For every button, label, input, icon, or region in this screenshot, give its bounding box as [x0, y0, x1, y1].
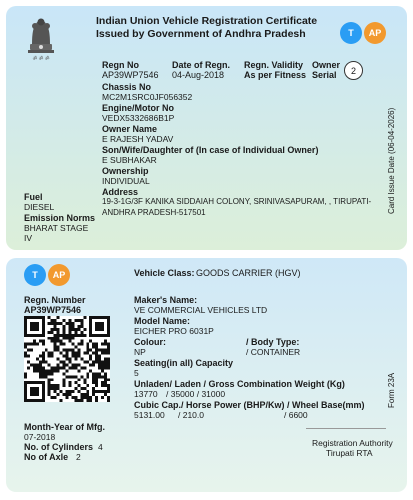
chassis-label: Chassis No	[102, 82, 152, 92]
weight-unladen: 13770	[134, 389, 158, 399]
date-regn-value: 04-Aug-2018	[172, 70, 225, 80]
axle-label: No of Axle	[24, 452, 69, 462]
body-type-value: / CONTAINER	[246, 347, 301, 357]
authority-line1: Registration Authority	[312, 438, 393, 448]
card-issue-date: Card Issue Date (06-04-2026)	[387, 107, 396, 214]
emission-label: Emission Norms	[24, 213, 96, 223]
emission-value-line2: IV	[24, 233, 33, 243]
validity-label: Regn. Validity	[244, 60, 304, 70]
rc-card-back	[6, 258, 407, 492]
mfg-label: Month-Year of Mfg.	[24, 422, 105, 432]
telangana-badge: T	[340, 22, 362, 44]
cubic-label: Cubic Cap./ Horse Power (BHP/Kw) / Wheel Base(mm)	[134, 400, 365, 410]
horse-power-value: / 210.0	[178, 410, 204, 420]
address-line1: 19-3-1G/3F KANIKA SIDDAIAH COLONY, SRINIVASAPURAM, , TIRUPATI-	[102, 197, 372, 206]
owner-serial-value: 2	[344, 61, 363, 80]
authority-line2: Tirupati RTA	[326, 448, 373, 458]
relation-value: E SUBHAKAR	[102, 155, 157, 165]
address-line2: ANDHRA PRADESH-517501	[102, 208, 206, 217]
regn-number-value: AP39WP7546	[24, 305, 82, 315]
seating-label: Seating(in all) Capacity	[134, 358, 234, 368]
emission-value-line1: BHARAT STAGE	[24, 223, 89, 233]
owner-serial-label2: Serial	[312, 70, 337, 80]
owner-serial-label: Owner	[312, 60, 341, 70]
weight-label: Unladen/ Laden / Gross Combination Weight (Kg)	[134, 379, 345, 389]
seating-value: 5	[134, 368, 139, 378]
engine-value: VEDX5332686B1P	[102, 113, 175, 123]
model-label: Model Name:	[134, 316, 191, 326]
qr-code	[24, 316, 110, 402]
svg-text:ॐ ॐ ॐ: ॐ ॐ ॐ	[32, 56, 50, 62]
regn-no-label: Regn No	[102, 60, 139, 70]
vehicle-class-label: Vehicle Class:	[134, 268, 195, 278]
colour-label: Colour:	[134, 337, 166, 347]
rc-card-front	[6, 6, 407, 250]
owner-name-label: Owner Name	[102, 124, 158, 134]
model-value: EICHER PRO 6031P	[134, 326, 214, 336]
ownership-value: INDIVIDUAL	[102, 176, 150, 186]
maker-label: Maker's Name:	[134, 295, 198, 305]
validity-value: As per Fitness	[244, 70, 307, 80]
ap-badge-back: AP	[48, 264, 70, 286]
cylinders-value: 4	[98, 442, 103, 452]
regn-number-label: Regn. Number	[24, 295, 86, 305]
weight-laden-gross: / 35000 / 31000	[166, 389, 226, 399]
cubic-value: 5131.00	[134, 410, 165, 420]
mfg-value: 07-2018	[24, 432, 56, 442]
chassis-value: MC2M1SRC0JF056352	[102, 92, 193, 102]
maker-value: VE COMMERCIAL VEHICLES LTD	[134, 305, 268, 315]
cylinders-label: No. of Cylinders	[24, 442, 94, 452]
colour-value: NP	[134, 347, 146, 357]
owner-name-value: E RAJESH YADAV	[102, 134, 174, 144]
date-regn-label: Date of Regn.	[172, 60, 231, 70]
certificate-title-line2: Issued by Government of Andhra Pradesh	[96, 28, 306, 40]
address-label: Address	[102, 187, 139, 197]
vehicle-class-value: GOODS CARRIER (HGV)	[196, 268, 301, 278]
relation-label: Son/Wife/Daughter of (In case of Individual Owner)	[102, 145, 319, 155]
axle-value: 2	[76, 452, 81, 462]
form-number: Form 23A	[387, 372, 396, 408]
ap-badge: AP	[364, 22, 386, 44]
regn-no-value: AP39WP7546	[102, 70, 159, 80]
body-type-label: / Body Type:	[246, 337, 300, 347]
fuel-value: DIESEL	[24, 202, 55, 212]
signature-line	[306, 428, 386, 429]
fuel-label: Fuel	[24, 192, 43, 202]
national-emblem-icon	[24, 14, 58, 62]
telangana-badge-back: T	[24, 264, 46, 286]
engine-label: Engine/Motor No	[102, 103, 174, 113]
certificate-title-line1: Indian Union Vehicle Registration Certificate	[96, 15, 318, 27]
ownership-label: Ownership	[102, 166, 149, 176]
wheel-base-value: / 6600	[284, 410, 308, 420]
